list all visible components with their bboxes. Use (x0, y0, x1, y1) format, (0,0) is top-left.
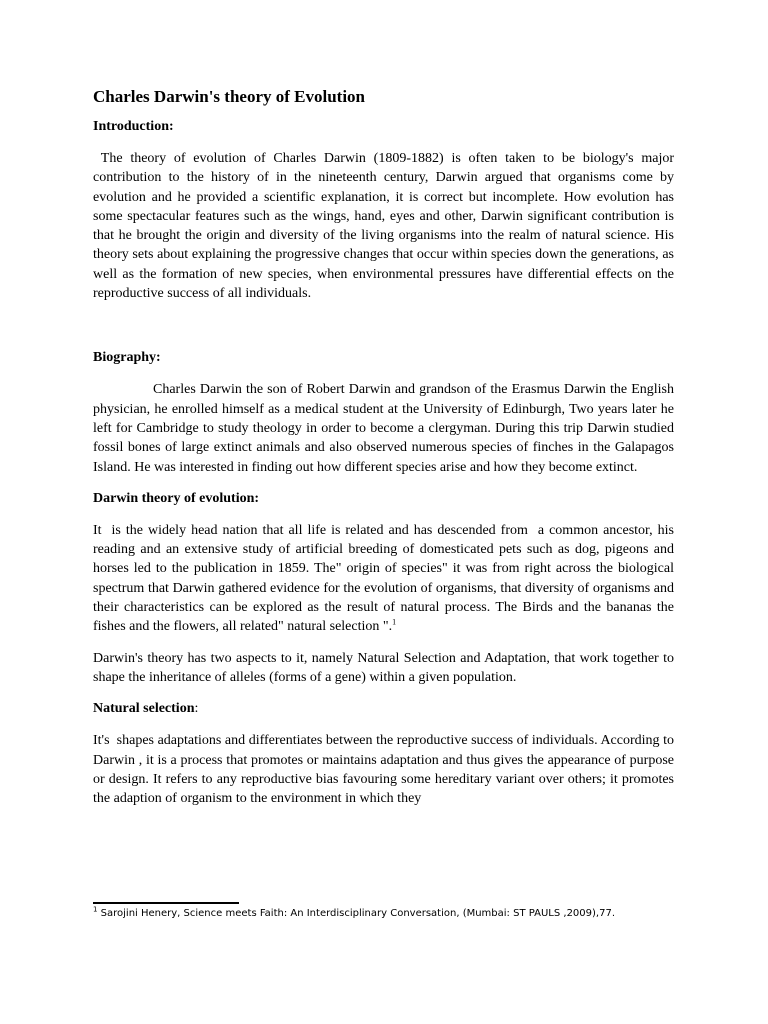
darwin-theory-text: It is the widely head nation that all life is related and has descended from a common ancestor, his reading and an extensive study of artificial breeding of domesticated pets such as dog, pigeons and horses led to the publication in 1859. The" origin of species" it was from right across the biological spectrum that Darwin gathered evidence for the evolution of organisms, that diversity of organisms and their characteristics can be explored as the result of natural process. The Birds and the bananas the fishes and the flowers, all related" natural selection ". (93, 522, 678, 635)
biography-text: Charles Darwin the son of Robert Darwin and grandson of the Erasmus Darwin the English physician, he enrolled himself as a medical student at the University of Edinburgh, Two years later he left for Cambridge to study theology in order to become a clergyman. During this trip Darwin studied fossil bones of large extinct animals and also observed numerous species of finches in the Galapagos Island. He was interested in finding out how different species arise and how they become extinct. (93, 382, 674, 475)
footnote-text: Sarojini Henery, Science meets Faith: An Interdisciplinary Conversation, (Mumbai: ST PAULS ,2009),77. (97, 908, 615, 919)
footnote-number: 1 (93, 905, 98, 914)
introduction-heading: Introduction: (93, 119, 174, 134)
natural-selection-heading-text: Natural selection (93, 701, 195, 717)
darwin-theory-paragraph (93, 521, 678, 637)
footnote-separator (93, 902, 239, 904)
natural-selection-heading (93, 699, 674, 718)
natural-selection-heading-colon: : (194, 701, 199, 717)
darwin-aspects-paragraph: Darwin's theory has two aspects to it, namely Natural Selection and Adaptation, that work together to shape the inheritance of alleles (forms of a gene) within a given population. (93, 650, 674, 685)
natural-selection-paragraph: It's shapes adaptations and differentiates between the reproductive success of individuals. According to Darwin , it is a process that promotes or maintains adaptation and thus gives the appearance of purpose or design. It refers to any reproductive bias favouring some hereditary variant over others; it promotes the adaption of organism to the environment in which they (93, 733, 678, 807)
introduction-paragraph: The theory of evolution of Charles Darwin (1809-1882) is often taken to be biology's major contribution to the history of in the nineteenth century, Darwin argued that organisms come by evolution and he provided a scientific explanation, it is correct but incomplete. How evolution has some spectacular features such as the wings, hand, eyes and other, Darwin significant contribution is that he brought the origin and diversity of the living organisms into the realm of natural science. His theory sets about explaining the progressive changes that occur within species down the generations, as well as the formation of new species, when environmental pressures have differential effects on the reproductive success of all individuals. (93, 151, 678, 302)
document-title: Charles Darwin's theory of Evolution (93, 87, 365, 106)
biography-paragraph (93, 380, 674, 476)
footnote (93, 907, 693, 920)
biography-heading: Biography: (93, 350, 161, 366)
document-page (93, 86, 678, 808)
darwin-theory-heading: Darwin theory of evolution: (93, 490, 260, 506)
footnote-reference[interactable]: 1 (392, 617, 397, 627)
